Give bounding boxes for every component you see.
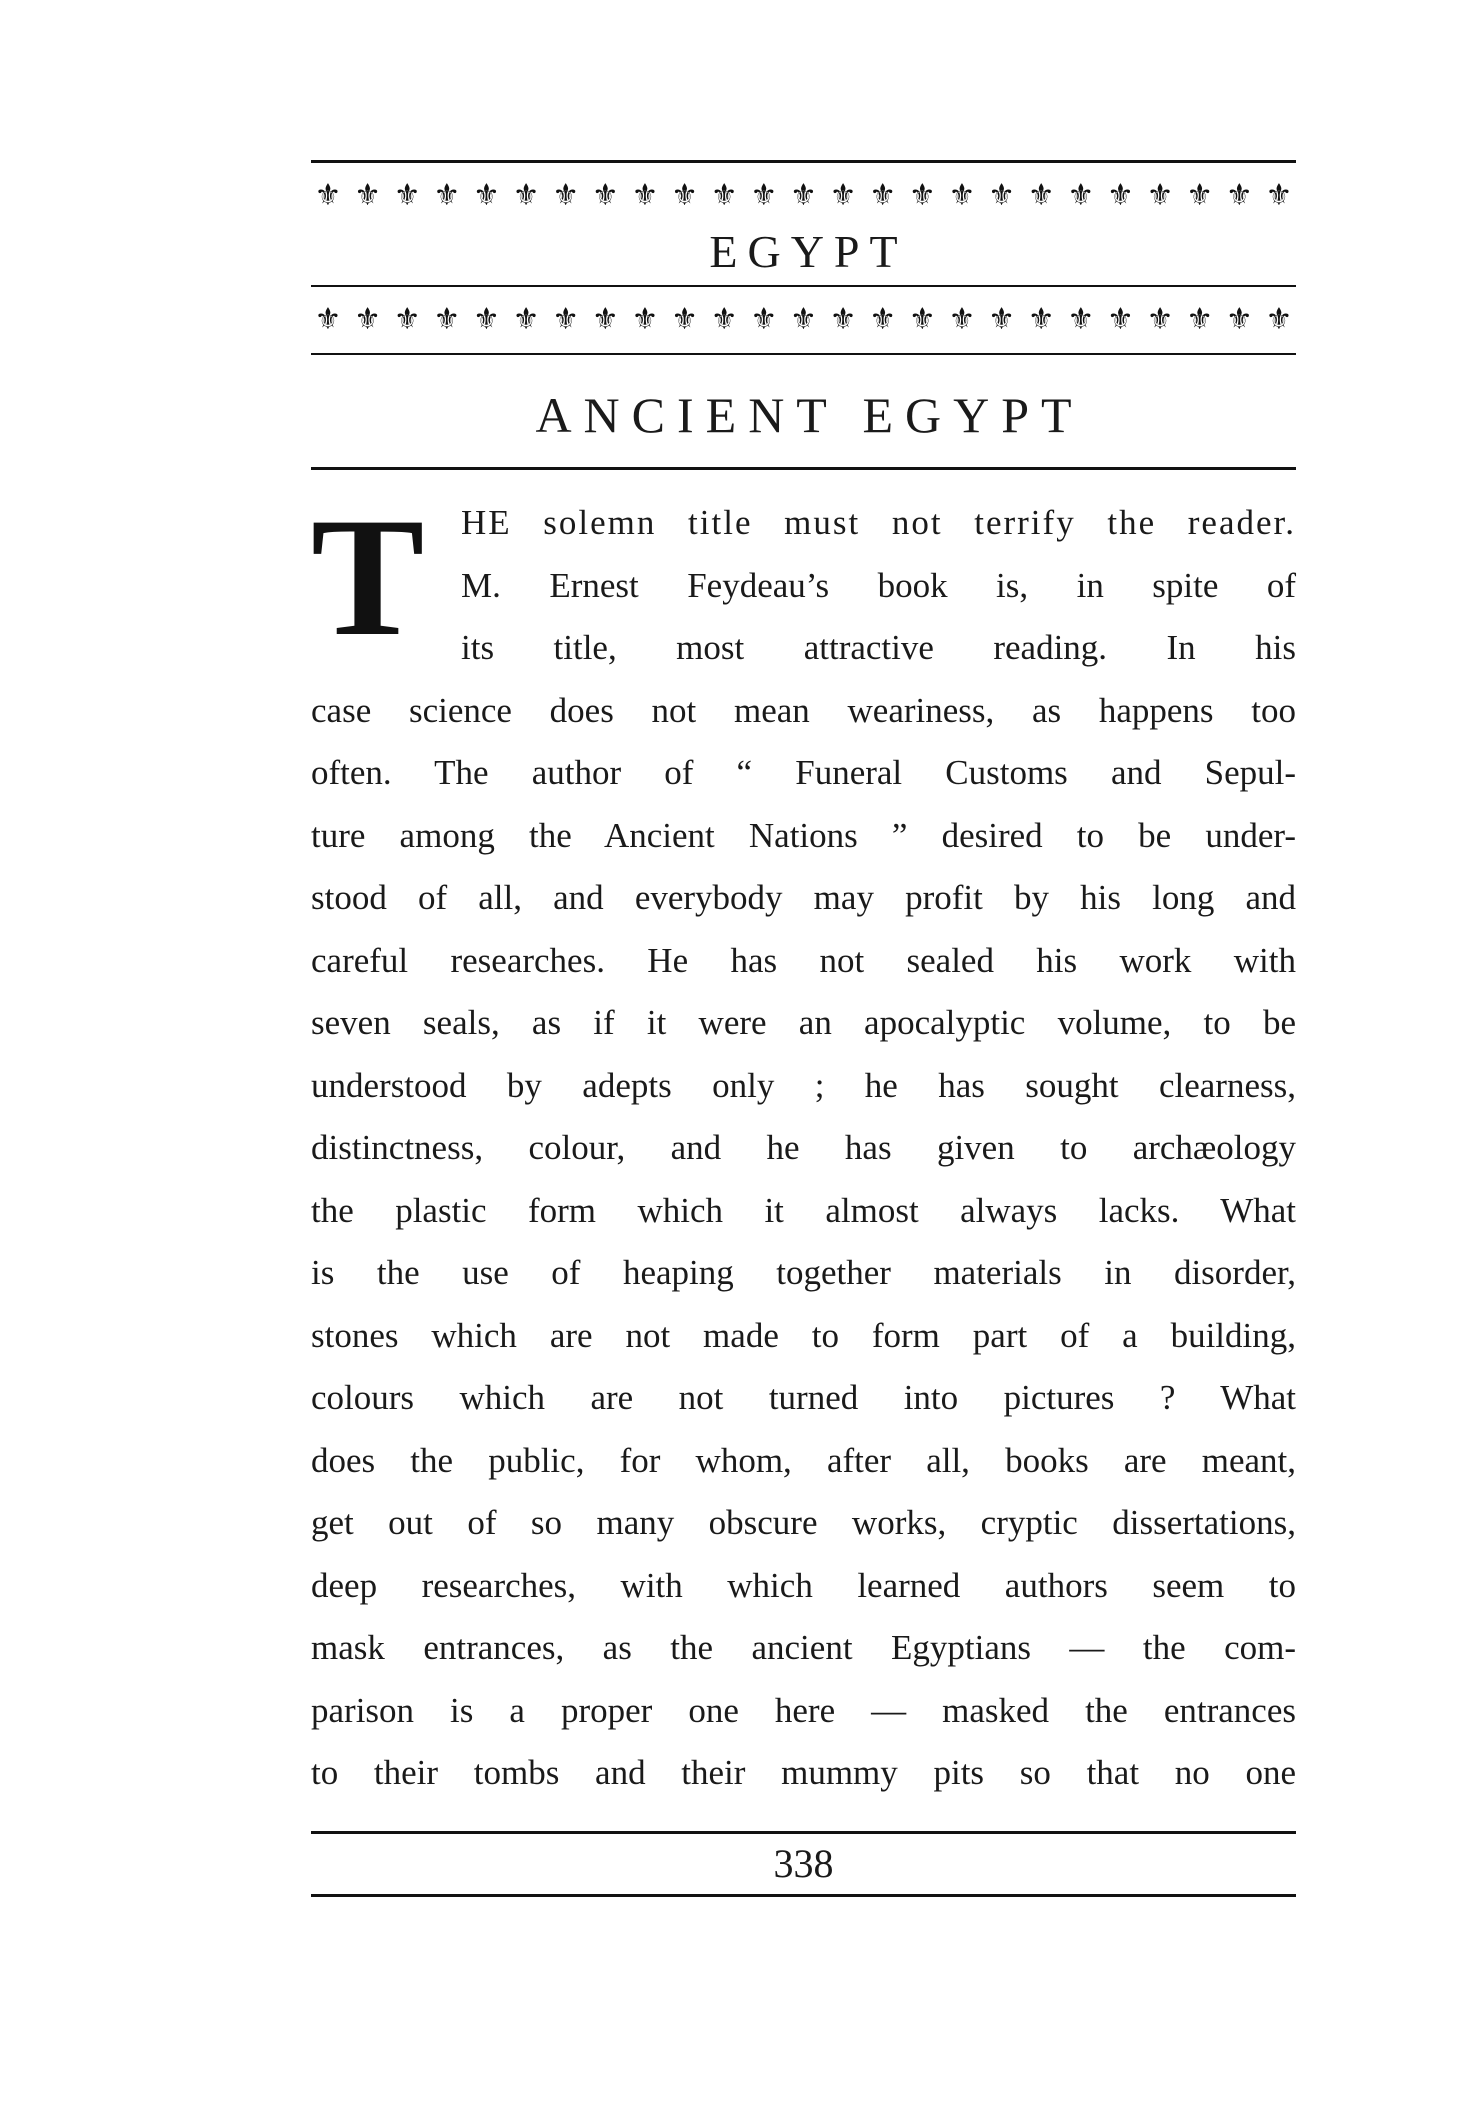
top-rule	[311, 160, 1296, 163]
fleur-de-lis-icon: ⚜	[908, 178, 936, 213]
fleur-de-lis-icon: ⚜	[631, 302, 659, 337]
fleur-de-lis-icon: ⚜	[1067, 302, 1095, 337]
page-number: 338	[773, 1840, 834, 1886]
drop-cap: T	[311, 483, 425, 671]
body-line: distinctness, colour, and he has given to archæology	[311, 1128, 1296, 1167]
fleur-de-lis-icon: ⚜	[1146, 302, 1174, 337]
chapter-title-rule	[311, 467, 1296, 470]
fleur-de-lis-icon: ⚜	[631, 178, 659, 213]
book-page	[311, 160, 1296, 1897]
fleur-de-lis-icon: ⚜	[354, 178, 382, 213]
fleur-de-lis-icon: ⚜	[1225, 178, 1253, 213]
fleur-de-lis-icon: ⚜	[710, 178, 738, 213]
body-line: does the public, for whom, after all, books are meant,	[311, 1440, 1296, 1480]
body-line: its title, most attractive reading. In his	[461, 628, 1296, 667]
fleur-de-lis-icon: ⚜	[473, 178, 500, 213]
fleur-de-lis-icon: ⚜	[1146, 178, 1174, 213]
body-line: careful researches. He has not sealed his work with	[311, 940, 1296, 980]
fleur-de-lis-icon: ⚜	[393, 178, 421, 213]
fleur-de-lis-icon: ⚜	[314, 178, 342, 213]
body-line: stood of all, and everybody may profit by his long and	[311, 878, 1296, 917]
fleur-de-lis-icon: ⚜	[552, 302, 580, 337]
fleur-de-lis-icon: ⚜	[1067, 178, 1095, 213]
fleur-de-lis-icon: ⚜	[1027, 178, 1055, 213]
body-line: deep researches, with which learned authors seem to	[311, 1565, 1296, 1605]
fleur-de-lis-icon: ⚜	[908, 302, 936, 337]
body-line: ture among the Ancient Nations ” desired to be under-	[311, 815, 1296, 855]
body-line: M. Ernest Feydeau’s book is, in spite of	[461, 565, 1296, 605]
fleur-de-lis-icon: ⚜	[1265, 302, 1293, 337]
fleur-de-lis-icon: ⚜	[790, 302, 817, 337]
fleur-de-lis-icon: ⚜	[829, 302, 857, 337]
body-line: colours which are not turned into pictures ? What	[311, 1378, 1296, 1417]
body-line: parison is a proper one here — masked the entrances	[311, 1690, 1296, 1730]
body-line: understood by adepts only ; he has sought clearness,	[311, 1065, 1296, 1105]
fleur-de-lis-icon: ⚜	[473, 302, 500, 337]
fleur-de-lis-icon: ⚜	[869, 302, 897, 337]
fleur-de-lis-icon: ⚜	[1107, 178, 1134, 213]
fleur-de-lis-icon: ⚜	[869, 178, 897, 213]
body-line: get out of so many obscure works, cryptic dissertations,	[311, 1503, 1296, 1542]
chapter-title: ANCIENT EGYPT	[535, 387, 1084, 443]
fleur-de-lis-icon: ⚜	[671, 178, 699, 213]
fleur-de-lis-icon: ⚜	[354, 302, 382, 337]
fleur-de-lis-icon: ⚜	[750, 178, 778, 213]
fleur-de-lis-icon: ⚜	[512, 178, 540, 213]
body-line: to their tombs and their mummy pits so that no one	[311, 1753, 1296, 1792]
fleur-de-lis-icon: ⚜	[671, 302, 699, 337]
fleur-de-lis-icon: ⚜	[1186, 302, 1214, 337]
body-line: HE solemn title must not terrify the reader.	[461, 503, 1296, 542]
fleur-de-lis-icon: ⚜	[948, 302, 976, 337]
body-line: often. The author of “ Funeral Customs and Sepul-	[311, 753, 1296, 792]
fleur-de-lis-icon: ⚜	[433, 178, 461, 213]
ornament-bottom-rule	[311, 353, 1296, 355]
fleur-de-lis-icon: ⚜	[512, 302, 540, 337]
fleur-de-lis-icon: ⚜	[750, 302, 778, 337]
body-line: is the use of heaping together materials in disorder,	[311, 1253, 1296, 1292]
fleur-de-lis-icon: ⚜	[1107, 302, 1134, 337]
fleur-de-lis-icon: ⚜	[591, 302, 619, 337]
body-line: stones which are not made to form part of a building,	[311, 1315, 1296, 1355]
fleur-de-lis-icon: ⚜	[948, 178, 976, 213]
body-line: seven seals, as if it were an apocalyptic volume, to be	[311, 1003, 1296, 1042]
fleur-de-lis-icon: ⚜	[1265, 178, 1293, 213]
fleur-de-lis-icon: ⚜	[591, 178, 619, 213]
fleur-de-lis-icon: ⚜	[829, 178, 857, 213]
fleur-de-lis-icon: ⚜	[710, 302, 738, 337]
fleur-de-lis-icon: ⚜	[988, 302, 1016, 337]
fleur-de-lis-icon: ⚜	[1186, 178, 1214, 213]
body-line: mask entrances, as the ancient Egyptians — the com-	[311, 1628, 1296, 1667]
fleur-de-lis-icon: ⚜	[1027, 302, 1055, 337]
fleur-de-lis-icon: ⚜	[552, 178, 580, 213]
ornament-border-bottom	[311, 295, 1296, 345]
body-text	[311, 483, 1296, 1805]
fleur-de-lis-icon: ⚜	[790, 178, 817, 213]
fleur-de-lis-icon: ⚜	[433, 302, 461, 337]
fleur-de-lis-icon: ⚜	[314, 302, 342, 337]
ornament-border-top	[311, 171, 1296, 221]
section-divider-rule	[311, 285, 1296, 287]
fleur-de-lis-icon: ⚜	[1225, 302, 1253, 337]
body-line: case science does not mean weariness, as happens too	[311, 690, 1296, 730]
fleur-de-lis-icon: ⚜	[393, 302, 421, 337]
footer-rule-bottom	[311, 1894, 1296, 1897]
body-line: the plastic form which it almost always lacks. What	[311, 1190, 1296, 1230]
fleur-de-lis-icon: ⚜	[988, 178, 1016, 213]
section-title: EGYPT	[709, 226, 908, 277]
